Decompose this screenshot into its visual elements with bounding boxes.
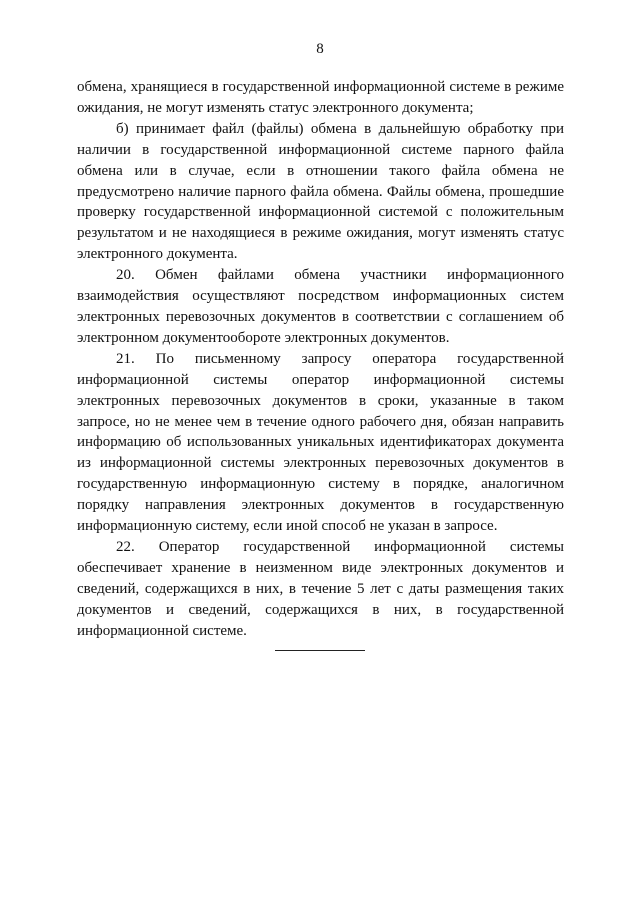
document-body [77,77,564,641]
paragraph-22: 22. Оператор государственной информационной системы обеспечивает хранение в неизменном виде электронных документов и сведений, содержащихся в них, в течение 5 лет с даты размещения таких документов и сведений, содержащихся в них, в государственной информационной системе. [77,538,564,639]
end-of-document-divider [275,650,365,651]
paragraph-20: 20. Обмен файлами обмена участники информационного взаимодействия осуществляют посредством информационных систем электронных перевозочных документов в соответствии с соглашением об электронном документообороте электронных документов. [77,267,564,346]
page-number: 8 [316,41,324,57]
paragraph-continuation: обмена, хранящиеся в государственной информационной системе в режиме ожидания, не могут изменять статус электронного документа; [77,79,564,116]
paragraph-21: 21. По письменному запросу оператора государственной информационной системы оператор информационной системы электронных перевозочных документов в сроки, указанные в таком запросе, но не менее чем в течение одного рабочего дня, обязан направить информацию об использованных уникальных идентификаторах документа из информационной системы электронных перевозочных документов в государственную информационную систему в порядке, аналогичном порядку направления электронных документов в государственную информационную систему, если иной способ не указан в запросе. [77,350,564,535]
paragraph-item-b: б) принимает файл (файлы) обмена в дальнейшую обработку при наличии в государственной информационной системе парного файла обмена или в случае, если в отношении такого файла обмена не предусмотрено наличие парного файла обмена. Файлы обмена, прошедшие проверку государственной информационной системой с положительным результатом и не находящиеся в режиме ожидания, могут изменять статус электронного документа. [77,120,564,263]
